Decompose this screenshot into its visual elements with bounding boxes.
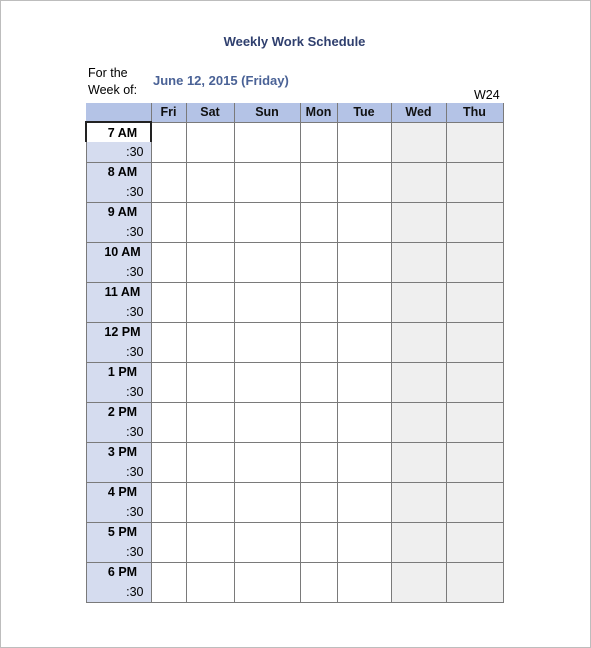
hour-row	[86, 242, 503, 262]
schedule-slot[interactable]	[337, 242, 391, 282]
schedule-slot[interactable]	[186, 202, 234, 242]
schedule-slot[interactable]	[337, 482, 391, 522]
schedule-slot[interactable]	[337, 522, 391, 562]
hour-row	[86, 162, 503, 182]
schedule-slot[interactable]	[234, 442, 300, 482]
hour-row	[86, 522, 503, 542]
week-of-label-line1: For the	[88, 66, 128, 80]
time-label: 12 PM	[86, 322, 151, 342]
schedule-slot[interactable]	[391, 442, 446, 482]
corner-cell	[86, 103, 151, 122]
schedule-slot[interactable]	[300, 442, 337, 482]
schedule-slot[interactable]	[151, 322, 186, 362]
week-date[interactable]: June 12, 2015 (Friday)	[153, 73, 289, 88]
schedule-slot[interactable]	[446, 162, 503, 202]
schedule-slot[interactable]	[300, 522, 337, 562]
schedule-slot[interactable]	[300, 322, 337, 362]
schedule-slot[interactable]	[391, 162, 446, 202]
hour-row	[86, 482, 503, 502]
schedule-slot[interactable]	[337, 562, 391, 602]
schedule-slot[interactable]	[151, 282, 186, 322]
schedule-slot[interactable]	[300, 362, 337, 402]
schedule-slot[interactable]	[186, 482, 234, 522]
hour-row	[86, 202, 503, 222]
schedule-slot[interactable]	[151, 202, 186, 242]
schedule-slot[interactable]	[186, 402, 234, 442]
half-hour-label: :30	[86, 582, 151, 602]
schedule-slot[interactable]	[234, 562, 300, 602]
schedule-slot[interactable]	[337, 122, 391, 162]
schedule-slot[interactable]	[446, 242, 503, 282]
schedule-slot[interactable]	[300, 562, 337, 602]
schedule-slot[interactable]	[234, 122, 300, 162]
half-hour-label: :30	[86, 182, 151, 202]
schedule-slot[interactable]	[234, 402, 300, 442]
schedule-slot[interactable]	[234, 202, 300, 242]
schedule-slot[interactable]	[234, 242, 300, 282]
schedule-slot[interactable]	[391, 282, 446, 322]
schedule-slot[interactable]	[151, 122, 186, 162]
schedule-slot[interactable]	[151, 562, 186, 602]
week-of-label	[88, 65, 137, 99]
schedule-slot[interactable]	[151, 162, 186, 202]
schedule-slot[interactable]	[337, 202, 391, 242]
schedule-slot[interactable]	[234, 162, 300, 202]
schedule-slot[interactable]	[446, 202, 503, 242]
day-header: Fri	[151, 103, 186, 122]
schedule-slot[interactable]	[391, 402, 446, 442]
time-label: 5 PM	[86, 522, 151, 542]
schedule-slot[interactable]	[300, 402, 337, 442]
half-hour-label: :30	[86, 142, 151, 162]
schedule-slot[interactable]	[186, 522, 234, 562]
day-header: Sun	[234, 103, 300, 122]
schedule-slot[interactable]	[337, 442, 391, 482]
schedule-slot[interactable]	[446, 362, 503, 402]
schedule-slot[interactable]	[300, 162, 337, 202]
time-label: 2 PM	[86, 402, 151, 422]
half-hour-label: :30	[86, 382, 151, 402]
schedule-slot[interactable]	[186, 162, 234, 202]
time-label: 9 AM	[86, 202, 151, 222]
hour-row	[86, 402, 503, 422]
time-label: 3 PM	[86, 442, 151, 462]
schedule-slot[interactable]	[337, 362, 391, 402]
schedule-slot[interactable]	[391, 122, 446, 162]
week-number: W24	[474, 88, 500, 102]
half-hour-label: :30	[86, 502, 151, 522]
schedule-slot[interactable]	[234, 362, 300, 402]
hour-row	[86, 442, 503, 462]
schedule-slot[interactable]	[391, 322, 446, 362]
schedule-slot[interactable]	[186, 242, 234, 282]
schedule-slot[interactable]	[151, 242, 186, 282]
hour-row	[86, 562, 503, 582]
time-label: 4 PM	[86, 482, 151, 502]
time-label: 7 AM	[86, 122, 151, 142]
schedule-slot[interactable]	[151, 482, 186, 522]
schedule-slot[interactable]	[300, 242, 337, 282]
time-label: 6 PM	[86, 562, 151, 582]
schedule-slot[interactable]	[446, 482, 503, 522]
schedule-slot[interactable]	[391, 482, 446, 522]
schedule-slot[interactable]	[337, 402, 391, 442]
schedule-slot[interactable]	[151, 402, 186, 442]
schedule-slot[interactable]	[446, 282, 503, 322]
day-header: Sat	[186, 103, 234, 122]
hour-row	[86, 322, 503, 342]
schedule-slot[interactable]	[391, 522, 446, 562]
schedule-slot[interactable]	[186, 282, 234, 322]
day-header: Thu	[446, 103, 503, 122]
time-label: 8 AM	[86, 162, 151, 182]
day-header: Tue	[337, 103, 391, 122]
schedule-slot[interactable]	[446, 402, 503, 442]
schedule-slot[interactable]	[446, 522, 503, 562]
week-of-label-line2: Week of:	[88, 83, 138, 97]
half-hour-label: :30	[86, 302, 151, 322]
hour-row	[86, 362, 503, 382]
schedule-slot[interactable]	[391, 362, 446, 402]
schedule-slot[interactable]	[186, 122, 234, 162]
schedule-slot[interactable]	[234, 322, 300, 362]
day-header: Mon	[300, 103, 337, 122]
schedule-slot[interactable]	[446, 322, 503, 362]
hour-row	[86, 122, 503, 142]
schedule-slot[interactable]	[446, 122, 503, 162]
time-label: 1 PM	[86, 362, 151, 382]
schedule-slot[interactable]	[300, 482, 337, 522]
schedule-slot[interactable]	[151, 522, 186, 562]
half-hour-label: :30	[86, 542, 151, 562]
schedule-slot[interactable]	[391, 202, 446, 242]
schedule-slot[interactable]	[186, 442, 234, 482]
schedule-slot[interactable]	[446, 562, 503, 602]
schedule-slot[interactable]	[186, 362, 234, 402]
half-hour-label: :30	[86, 222, 151, 242]
schedule-slot[interactable]	[151, 442, 186, 482]
schedule-slot[interactable]	[446, 442, 503, 482]
half-hour-label: :30	[86, 342, 151, 362]
schedule-slot[interactable]	[300, 122, 337, 162]
time-label: 11 AM	[86, 282, 151, 302]
half-hour-label: :30	[86, 262, 151, 282]
schedule-slot[interactable]	[337, 322, 391, 362]
day-header: Wed	[391, 103, 446, 122]
schedule-slot[interactable]	[300, 202, 337, 242]
schedule-slot[interactable]	[186, 322, 234, 362]
schedule-slot[interactable]	[234, 282, 300, 322]
time-label: 10 AM	[86, 242, 151, 262]
schedule-title: Weekly Work Schedule	[223, 34, 366, 49]
half-hour-label: :30	[86, 422, 151, 442]
half-hour-label: :30	[86, 462, 151, 482]
schedule-slot[interactable]	[337, 282, 391, 322]
schedule-slot[interactable]	[151, 362, 186, 402]
schedule-slot[interactable]	[337, 162, 391, 202]
schedule-slot[interactable]	[300, 282, 337, 322]
schedule-slot[interactable]	[234, 482, 300, 522]
hour-row	[86, 282, 503, 302]
schedule-slot[interactable]	[234, 522, 300, 562]
schedule-slot[interactable]	[391, 242, 446, 282]
schedule-table	[85, 103, 504, 603]
schedule-slot[interactable]	[186, 562, 234, 602]
schedule-slot[interactable]	[391, 562, 446, 602]
day-header-row	[86, 103, 503, 122]
